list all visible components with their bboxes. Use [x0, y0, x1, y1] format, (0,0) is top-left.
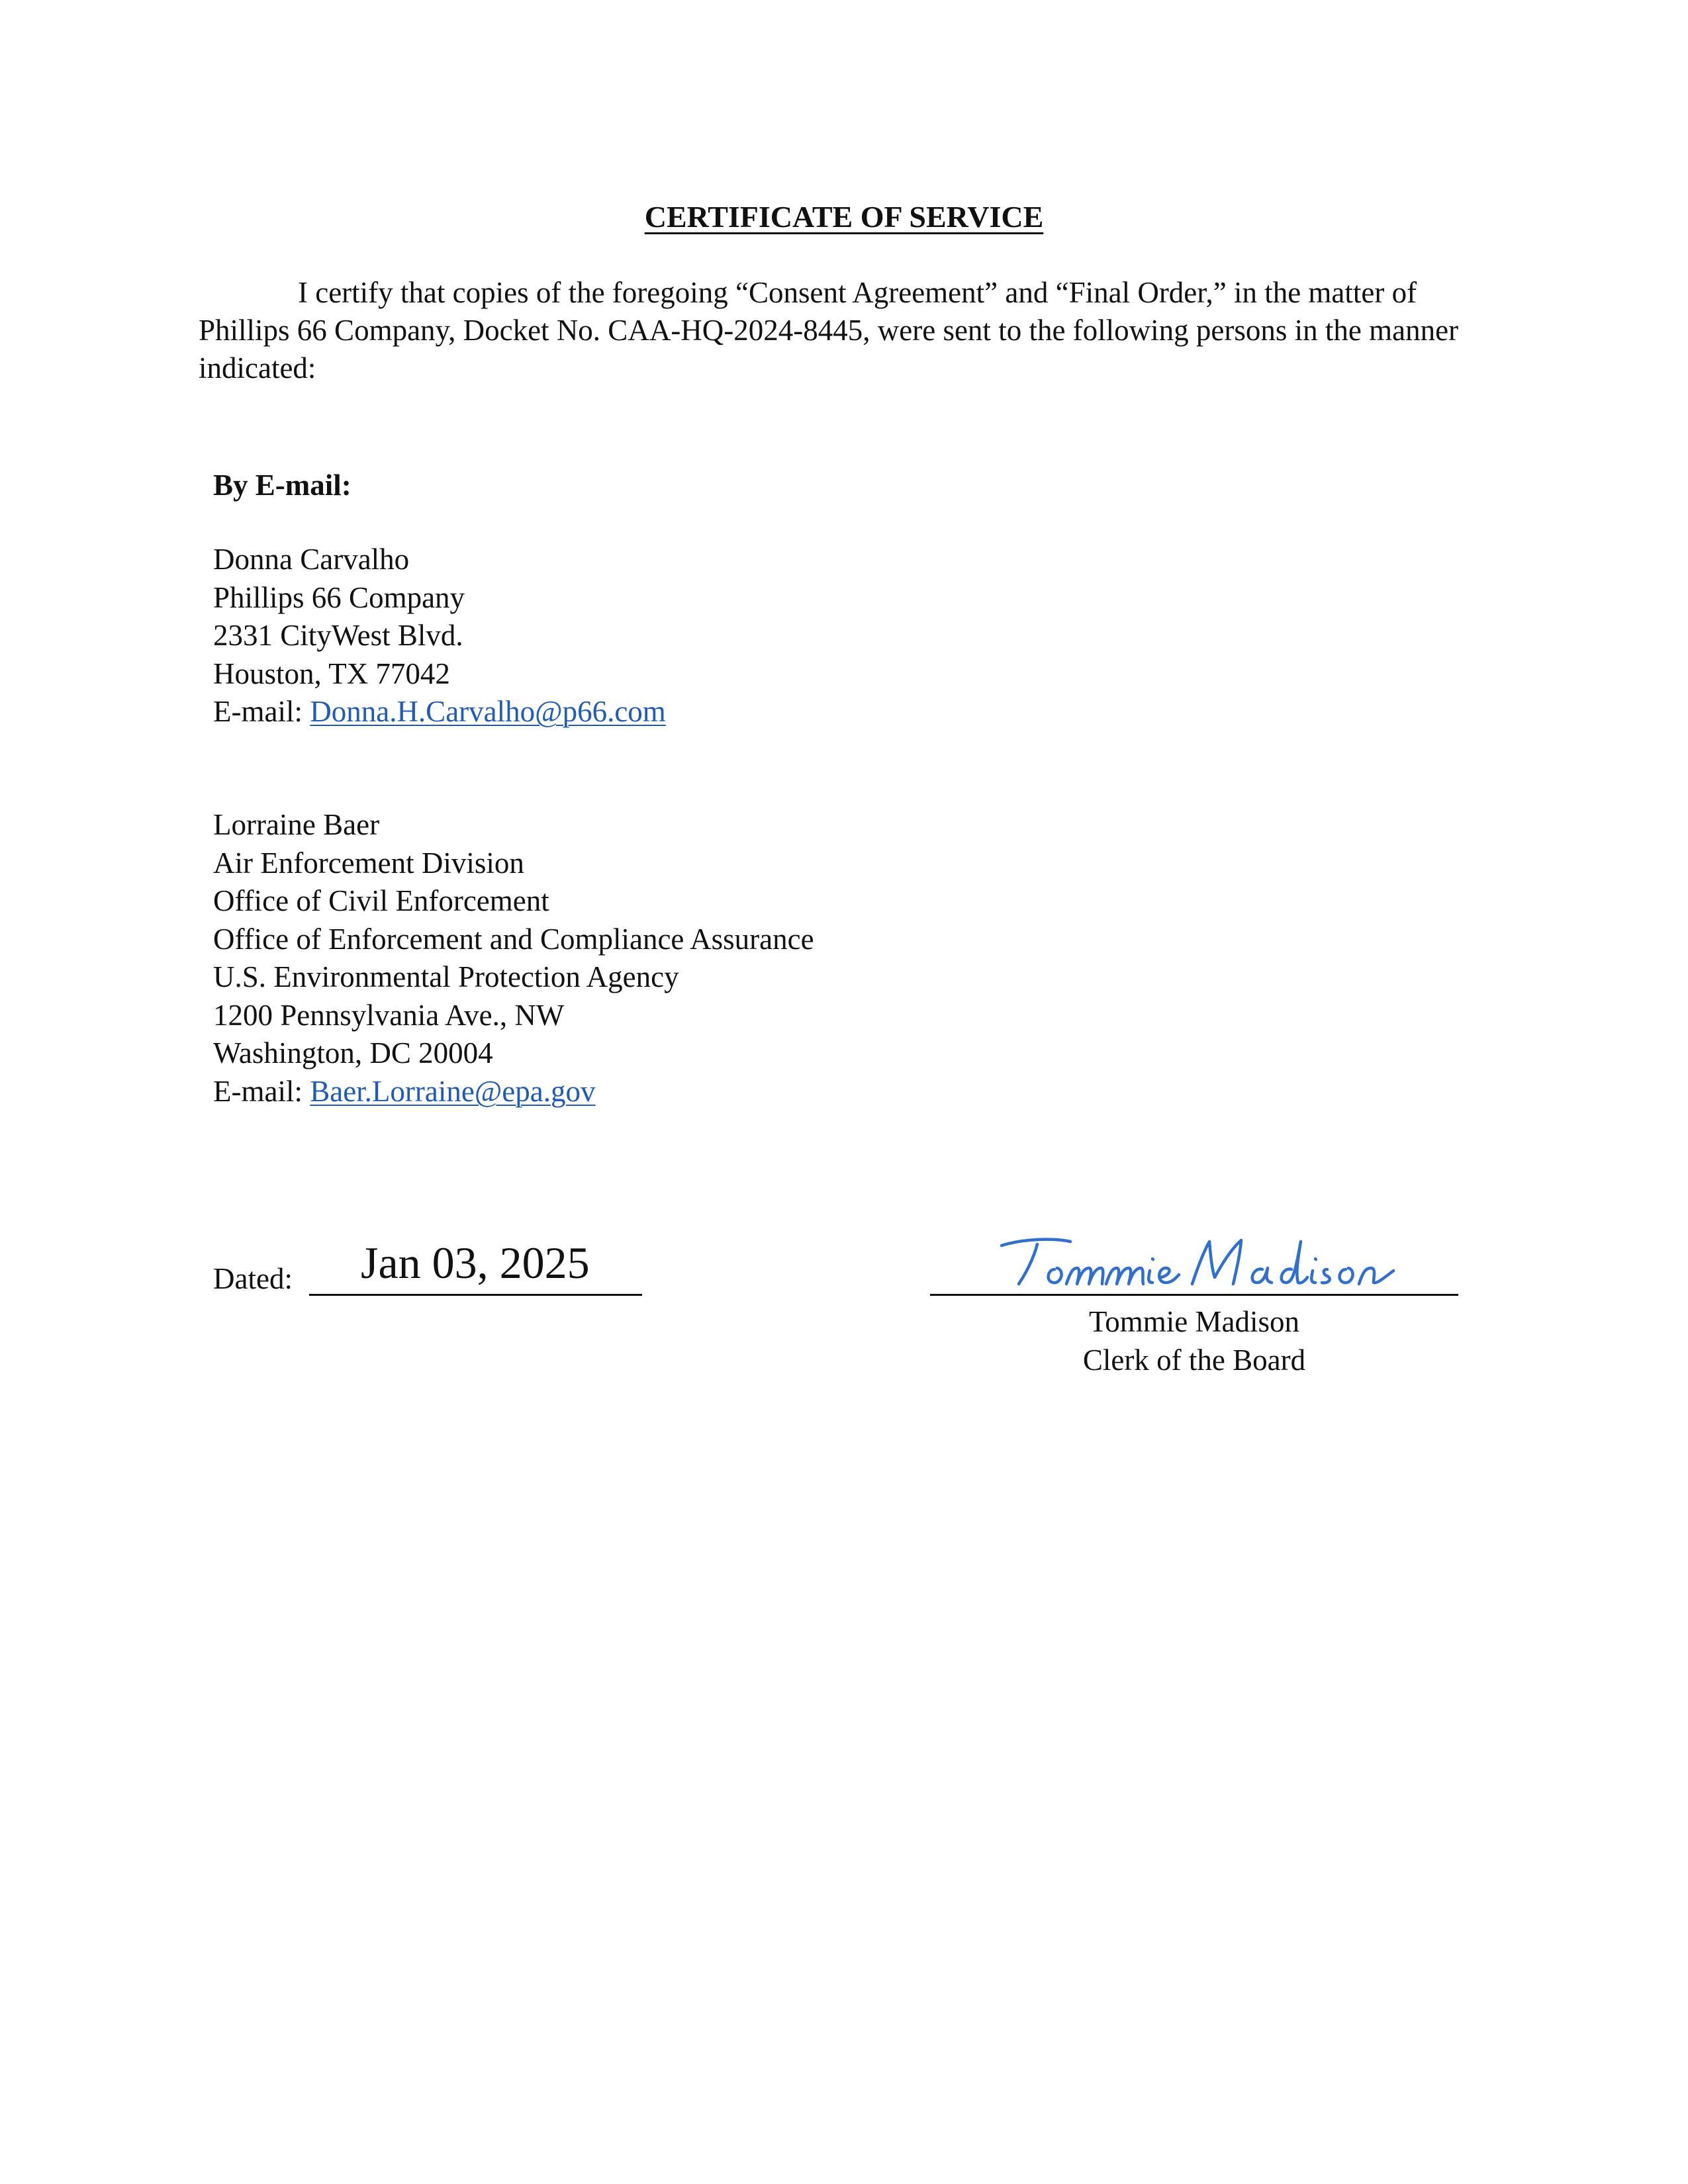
- recipient-street: 1200 Pennsylvania Ave., NW: [213, 998, 565, 1032]
- handwritten-signature: [996, 1231, 1407, 1292]
- recipient-email-line: [213, 1073, 814, 1111]
- dated-label: Dated:: [213, 1262, 293, 1295]
- recipient-street: 2331 CityWest Blvd.: [213, 619, 463, 652]
- intro-text: I certify that copies of the foregoing “Consent Agreement” and “Final Order,” in the matter of Phillips 66 Company, Docket No. CAA-HQ-2024-8445, were sent to the following persons in the manner indicated:: [199, 276, 1459, 385]
- email-link-carvalho[interactable]: Donna.H.Carvalho@p66.com: [310, 695, 666, 728]
- document-title: CERTIFICATE OF SERVICE: [644, 200, 1044, 234]
- recipient-agency: U.S. Environmental Protection Agency: [213, 960, 679, 993]
- date-underline: [309, 1294, 642, 1296]
- email-label: E-mail:: [213, 695, 310, 728]
- recipient-office-parent: Office of Enforcement and Compliance Assurance: [213, 922, 814, 956]
- service-method-heading: By E-mail:: [213, 469, 352, 502]
- recipient-organization: Phillips 66 Company: [213, 580, 465, 614]
- recipient-city-state-zip: Houston, TX 77042: [213, 657, 450, 690]
- signer-block: [930, 1302, 1458, 1379]
- recipient-block-baer: [213, 806, 814, 1111]
- signature-underline: [930, 1294, 1458, 1296]
- email-label: E-mail:: [213, 1074, 310, 1108]
- signer-title: Clerk of the Board: [1082, 1343, 1306, 1377]
- intro-paragraph: [199, 274, 1476, 387]
- recipient-email-line: [213, 693, 666, 731]
- recipient-office: Office of Civil Enforcement: [213, 884, 549, 917]
- email-link-baer[interactable]: Baer.Lorraine@epa.gov: [310, 1074, 596, 1108]
- recipient-name: Lorraine Baer: [213, 808, 380, 841]
- recipient-city-state-zip: Washington, DC 20004: [213, 1036, 493, 1069]
- recipient-name: Donna Carvalho: [213, 543, 410, 576]
- recipient-division: Air Enforcement Division: [213, 846, 524, 880]
- recipient-block-carvalho: [213, 541, 666, 731]
- date-value: Jan 03, 2025: [361, 1238, 590, 1288]
- signer-name: Tommie Madison: [1088, 1305, 1300, 1338]
